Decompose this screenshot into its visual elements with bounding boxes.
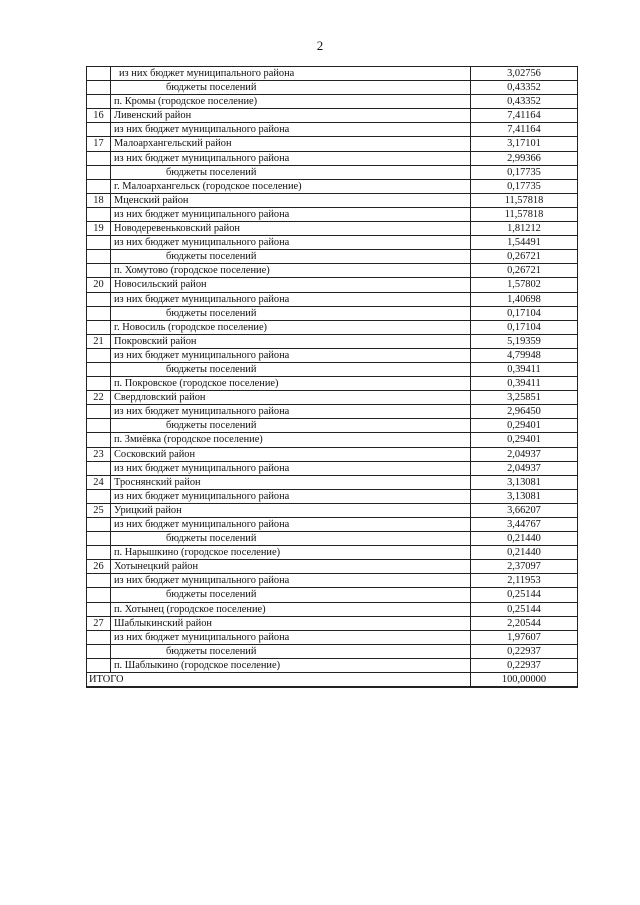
row-value: 1,97607 bbox=[471, 631, 577, 645]
row-name: п. Покровское (городское поселение) bbox=[111, 377, 471, 391]
row-number: 23 bbox=[87, 448, 111, 462]
table-row bbox=[87, 490, 577, 504]
row-value: 2,04937 bbox=[471, 448, 577, 462]
row-number: 18 bbox=[87, 194, 111, 208]
row-number bbox=[87, 236, 111, 250]
row-number bbox=[87, 405, 111, 419]
row-value: 2,99366 bbox=[471, 152, 577, 166]
row-value: 0,22937 bbox=[471, 645, 577, 659]
row-value: 0,17735 bbox=[471, 180, 577, 194]
row-name: из них бюджет муниципального района bbox=[111, 123, 471, 137]
row-value: 0,22937 bbox=[471, 659, 577, 673]
row-number bbox=[87, 532, 111, 546]
row-name: бюджеты поселений bbox=[111, 588, 471, 602]
table-row bbox=[87, 349, 577, 363]
row-value: 0,39411 bbox=[471, 377, 577, 391]
table-row bbox=[87, 476, 577, 490]
row-name: Новосильский район bbox=[111, 278, 471, 292]
row-name: из них бюджет муниципального района bbox=[111, 518, 471, 532]
row-value: 2,96450 bbox=[471, 405, 577, 419]
row-number bbox=[87, 377, 111, 391]
row-name: из них бюджет муниципального района bbox=[111, 349, 471, 363]
row-value: 3,13081 bbox=[471, 490, 577, 504]
row-number bbox=[87, 363, 111, 377]
row-number: 26 bbox=[87, 560, 111, 574]
row-name: бюджеты поселений bbox=[111, 307, 471, 321]
row-value: 11,57818 bbox=[471, 208, 577, 222]
row-value: 11,57818 bbox=[471, 194, 577, 208]
table-row bbox=[87, 532, 577, 546]
row-name: из них бюджет муниципального района bbox=[111, 236, 471, 250]
row-value: 0,26721 bbox=[471, 264, 577, 278]
row-name: бюджеты поселений bbox=[111, 166, 471, 180]
row-number bbox=[87, 152, 111, 166]
row-number: 16 bbox=[87, 109, 111, 123]
total-label: ИТОГО bbox=[87, 673, 471, 687]
table-row bbox=[87, 123, 577, 137]
row-number bbox=[87, 603, 111, 617]
row-number: 17 bbox=[87, 137, 111, 151]
row-name: бюджеты поселений bbox=[111, 532, 471, 546]
table-row bbox=[87, 659, 577, 673]
row-number: 25 bbox=[87, 504, 111, 518]
table-row bbox=[87, 67, 577, 81]
row-number: 20 bbox=[87, 278, 111, 292]
row-number bbox=[87, 166, 111, 180]
table-row bbox=[87, 250, 577, 264]
row-name: из них бюджет муниципального района bbox=[111, 574, 471, 588]
row-value: 0,17735 bbox=[471, 166, 577, 180]
row-value: 0,29401 bbox=[471, 433, 577, 447]
row-value: 0,29401 bbox=[471, 419, 577, 433]
table-row bbox=[87, 631, 577, 645]
row-number bbox=[87, 546, 111, 560]
row-name: п. Хомутово (городское поселение) bbox=[111, 264, 471, 278]
row-value: 2,04937 bbox=[471, 462, 577, 476]
row-name: из них бюджет муниципального района bbox=[111, 490, 471, 504]
row-name: Свердловский район bbox=[111, 391, 471, 405]
row-number: 24 bbox=[87, 476, 111, 490]
row-name: п. Кромы (городское поселение) bbox=[111, 95, 471, 109]
row-name: Урицкий район bbox=[111, 504, 471, 518]
table-row bbox=[87, 278, 577, 292]
page-number: 2 bbox=[316, 38, 324, 53]
table-row bbox=[87, 208, 577, 222]
table-row bbox=[87, 603, 577, 617]
row-value: 1,40698 bbox=[471, 293, 577, 307]
row-name: г. Новосиль (городское поселение) bbox=[111, 321, 471, 335]
row-value: 2,11953 bbox=[471, 574, 577, 588]
row-name: из них бюджет муниципального района bbox=[111, 152, 471, 166]
table-row bbox=[87, 377, 577, 391]
total-row bbox=[87, 673, 577, 687]
row-number bbox=[87, 307, 111, 321]
table-row bbox=[87, 109, 577, 123]
row-value: 3,17101 bbox=[471, 137, 577, 151]
row-number bbox=[87, 433, 111, 447]
row-value: 1,57802 bbox=[471, 278, 577, 292]
row-value: 7,41164 bbox=[471, 109, 577, 123]
row-name: бюджеты поселений bbox=[111, 363, 471, 377]
row-name: Малоархангельский район bbox=[111, 137, 471, 151]
row-name: из них бюджет муниципального района bbox=[111, 405, 471, 419]
row-name: бюджеты поселений bbox=[111, 645, 471, 659]
row-name: из них бюджет муниципального района bbox=[111, 293, 471, 307]
row-value: 4,79948 bbox=[471, 349, 577, 363]
row-number bbox=[87, 293, 111, 307]
row-number bbox=[87, 588, 111, 602]
row-value: 5,19359 bbox=[471, 335, 577, 349]
row-number: 19 bbox=[87, 222, 111, 236]
table-row bbox=[87, 546, 577, 560]
row-value: 2,20544 bbox=[471, 617, 577, 631]
row-number bbox=[87, 659, 111, 673]
row-value: 3,25851 bbox=[471, 391, 577, 405]
row-number bbox=[87, 321, 111, 335]
table-row bbox=[87, 588, 577, 602]
row-name: из них бюджет муниципального района bbox=[111, 631, 471, 645]
row-number bbox=[87, 264, 111, 278]
row-value: 0,39411 bbox=[471, 363, 577, 377]
row-value: 0,21440 bbox=[471, 546, 577, 560]
row-name: п. Змиёвка (городское поселение) bbox=[111, 433, 471, 447]
row-value: 2,37097 bbox=[471, 560, 577, 574]
row-name: из них бюджет муниципального района bbox=[111, 208, 471, 222]
table-row bbox=[87, 448, 577, 462]
row-number bbox=[87, 208, 111, 222]
row-value: 0,43352 bbox=[471, 81, 577, 95]
table-row bbox=[87, 574, 577, 588]
table-row bbox=[87, 180, 577, 194]
table-row bbox=[87, 95, 577, 109]
table-row bbox=[87, 152, 577, 166]
row-value: 3,66207 bbox=[471, 504, 577, 518]
table-row bbox=[87, 264, 577, 278]
row-name: бюджеты поселений bbox=[111, 81, 471, 95]
table-row bbox=[87, 236, 577, 250]
row-number bbox=[87, 95, 111, 109]
row-name: Ливенский район bbox=[111, 109, 471, 123]
row-value: 3,44767 bbox=[471, 518, 577, 532]
row-name: Хотынецкий район bbox=[111, 560, 471, 574]
table-row bbox=[87, 391, 577, 405]
row-number bbox=[87, 419, 111, 433]
row-number bbox=[87, 490, 111, 504]
table-row bbox=[87, 419, 577, 433]
row-number bbox=[87, 180, 111, 194]
row-name: Новодеревеньковский район bbox=[111, 222, 471, 236]
row-number bbox=[87, 250, 111, 264]
row-value: 7,41164 bbox=[471, 123, 577, 137]
row-number bbox=[87, 123, 111, 137]
table-row bbox=[87, 307, 577, 321]
row-name: из них бюджет муниципального района bbox=[111, 67, 471, 81]
row-value: 3,02756 bbox=[471, 67, 577, 81]
row-number: 21 bbox=[87, 335, 111, 349]
row-number bbox=[87, 574, 111, 588]
row-value: 0,43352 bbox=[471, 95, 577, 109]
row-value: 0,25144 bbox=[471, 588, 577, 602]
row-number bbox=[87, 631, 111, 645]
table-row bbox=[87, 321, 577, 335]
row-value: 0,17104 bbox=[471, 307, 577, 321]
row-number bbox=[87, 518, 111, 532]
table-row bbox=[87, 166, 577, 180]
row-name: п. Нарышкино (городское поселение) bbox=[111, 546, 471, 560]
row-number: 27 bbox=[87, 617, 111, 631]
row-name: Покровский район bbox=[111, 335, 471, 349]
table-row bbox=[87, 433, 577, 447]
row-number bbox=[87, 67, 111, 81]
distribution-table bbox=[86, 66, 578, 688]
row-name: из них бюджет муниципального района bbox=[111, 462, 471, 476]
row-number bbox=[87, 81, 111, 95]
table-row bbox=[87, 293, 577, 307]
row-value: 3,13081 bbox=[471, 476, 577, 490]
row-name: бюджеты поселений bbox=[111, 250, 471, 264]
row-name: Шаблыкинский район bbox=[111, 617, 471, 631]
row-number bbox=[87, 462, 111, 476]
row-name: г. Малоархангельск (городское поселение) bbox=[111, 180, 471, 194]
table-row bbox=[87, 504, 577, 518]
table-row bbox=[87, 222, 577, 236]
row-value: 0,26721 bbox=[471, 250, 577, 264]
row-number: 22 bbox=[87, 391, 111, 405]
row-name: п. Хотынец (городское поселение) bbox=[111, 603, 471, 617]
row-value: 0,17104 bbox=[471, 321, 577, 335]
row-value: 0,21440 bbox=[471, 532, 577, 546]
total-value: 100,00000 bbox=[471, 673, 577, 687]
table-row bbox=[87, 405, 577, 419]
table-row bbox=[87, 617, 577, 631]
table-row bbox=[87, 645, 577, 659]
table-row bbox=[87, 137, 577, 151]
table-row bbox=[87, 462, 577, 476]
row-name: п. Шаблыкино (городское поселение) bbox=[111, 659, 471, 673]
row-value: 0,25144 bbox=[471, 603, 577, 617]
table-row bbox=[87, 518, 577, 532]
row-value: 1,54491 bbox=[471, 236, 577, 250]
table-row bbox=[87, 81, 577, 95]
table-row bbox=[87, 560, 577, 574]
row-name: Сосковский район bbox=[111, 448, 471, 462]
row-number bbox=[87, 349, 111, 363]
row-value: 1,81212 bbox=[471, 222, 577, 236]
table-row bbox=[87, 335, 577, 349]
table-row bbox=[87, 363, 577, 377]
table-row bbox=[87, 194, 577, 208]
row-name: Троснянский район bbox=[111, 476, 471, 490]
row-number bbox=[87, 645, 111, 659]
row-name: Мценский район bbox=[111, 194, 471, 208]
row-name: бюджеты поселений bbox=[111, 419, 471, 433]
